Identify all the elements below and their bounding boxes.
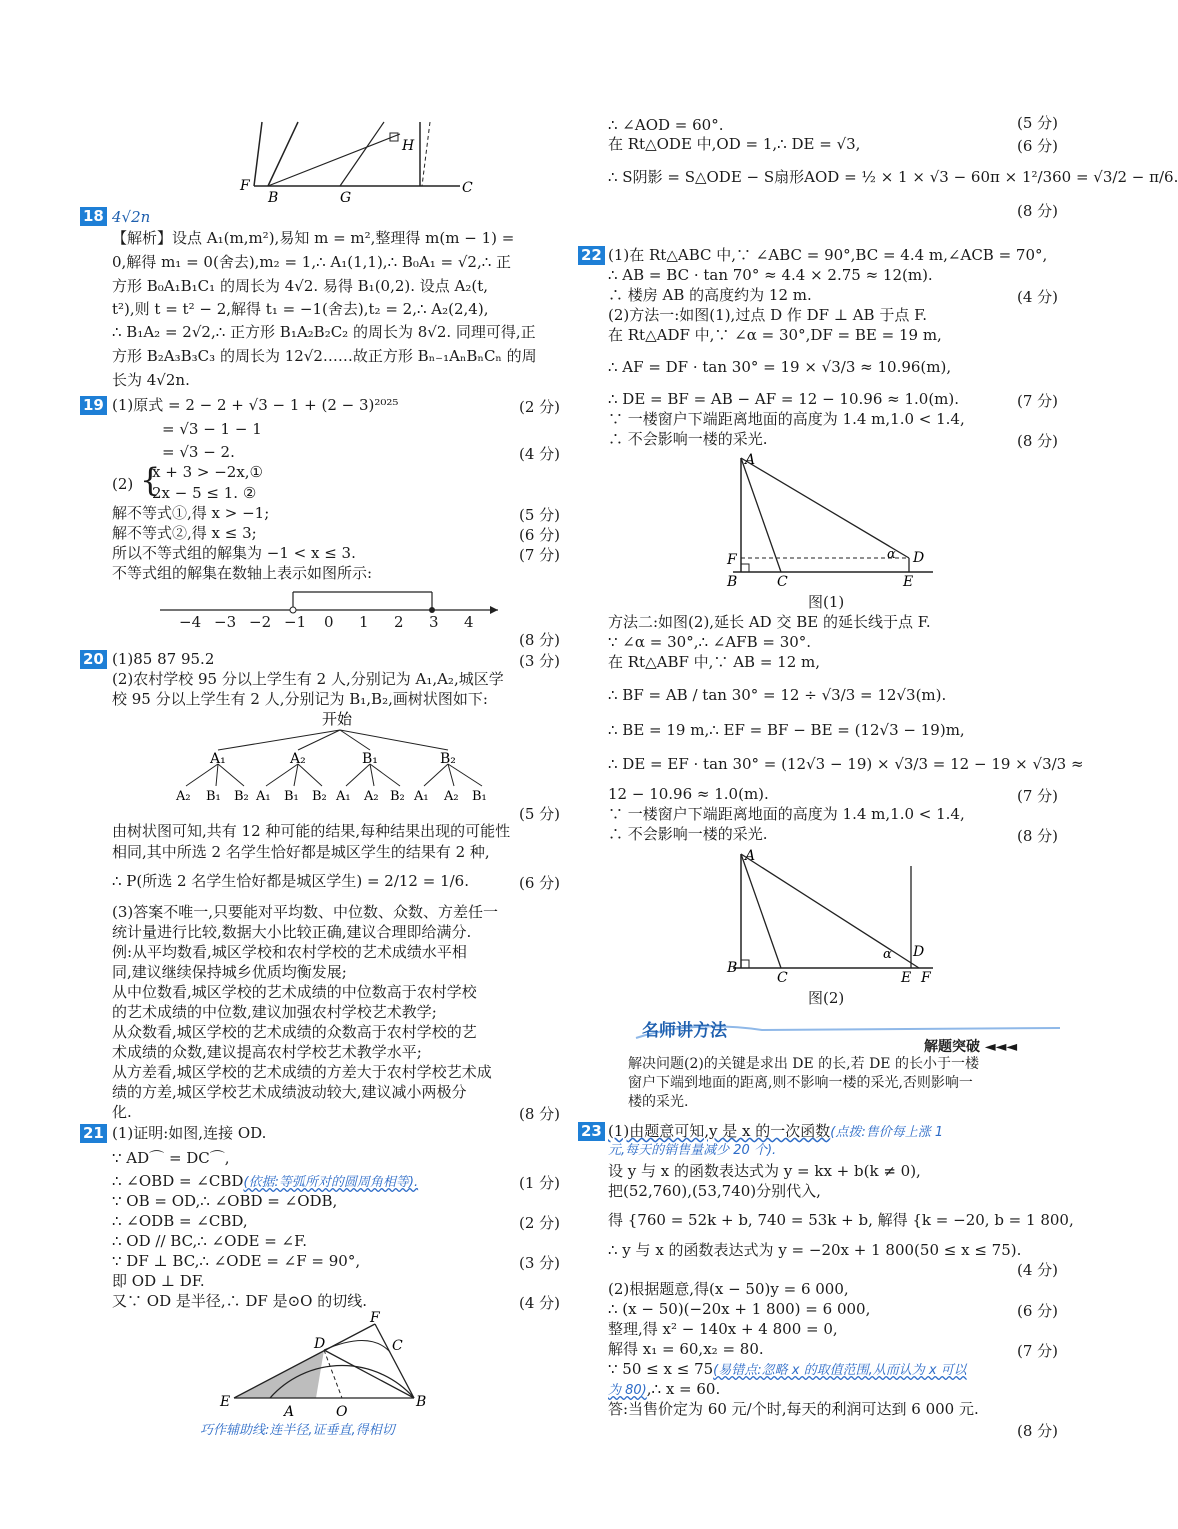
q23-line: 得 {760 = 52k + b, 740 = 53k + b, 解得 {k = −20, b = 1 800, [608,1211,1074,1229]
q21-score: (2 分) [518,1214,560,1232]
fig21-label-B: B [416,1394,427,1410]
fig18-label-H: H [402,138,415,154]
q21-line: ∵ OB = OD,∴ ∠OBD = ∠ODB, [112,1192,338,1210]
tree-node-l2: A₁ [256,789,271,804]
q19-brace: { [140,461,161,499]
q23-line: (2)根据题意,得(x − 50)y = 6 000, [608,1280,849,1298]
method-box-title: 名师讲方法 [642,1021,727,1041]
q22-line: ∴ 不会影响一楼的采光. [608,825,768,843]
q23-line1: (1)由题意可知,y 是 x 的一次函数 [608,1122,831,1140]
q23-handwritten-note: 为 80) [608,1383,647,1398]
fig2-label-B: B [727,960,738,976]
method-box-line: 解决问题(2)的关键是求出 DE 的长,若 DE 的长小于一楼 [628,1056,979,1072]
q20-line: 绩的方差,城区学校艺术成绩波动较大,建议减小两极分 [112,1083,467,1101]
q18-line: ∴ B₁A₂ = 2√2,∴ 正方形 B₁A₂B₂C₂ 的周长为 8√2. 同理可得,正 [112,323,536,341]
fig2-label-F: F [921,970,931,986]
q22-line: ∴ DE = BF = AB − AF = 12 − 10.96 ≈ 1.0(m). [608,390,960,408]
tree-node-l2: B₂ [312,789,327,804]
fig18-label-F: F [240,178,250,194]
q22-score: (7 分) [1016,787,1058,805]
q22-line: ∴ DE = EF · tan 30° = (12√3 − 19) × √3/3 = 12 − 19 × √3/3 ≈ [608,755,1084,773]
tick-label: 1 [359,613,369,631]
q19-line: = √3 − 2. [162,443,235,461]
q23-handwritten-note: 元,每天的销售量减少 20 个). [608,1143,777,1158]
q20-score: (6 分) [518,874,560,892]
tick-label: 0 [324,613,334,631]
q20-line: 同,建议继续保持城乡优质均衡发展; [112,963,347,981]
tree-node-l1: A₂ [290,751,306,767]
q22-figure-1 [723,448,943,593]
q21-line: ∴ ∠ODB = ∠CBD, [112,1212,248,1230]
q20-line: (2)农村学校 95 分以上学生有 2 人,分别记为 A₁,A₂,城区学 [112,670,504,688]
q21-score: (3 分) [518,1254,560,1272]
method-box-line: 楼的采光. [628,1094,689,1110]
q18-line: 方形 B₀A₁B₁C₁ 的周长为 4√2. 易得 B₁(0,2). 设点 A₂(t, [112,277,489,295]
fig18-label-G: G [340,190,352,206]
tree-node-l1: B₂ [440,751,456,767]
square-figure [240,118,480,206]
q19-line: 解不等式②,得 x ≤ 3; [112,524,257,542]
method-box-line: 窗户下端到地面的距离,则不影响一楼的采光,否则影响一 [628,1075,973,1091]
q21-line: ∵ DF ⊥ BC,∴ ∠ODE = ∠F = 90°, [112,1252,361,1270]
q21-score: (1 分) [518,1174,560,1192]
q21-eq: ∴ ∠OBD = ∠CBD [112,1172,244,1190]
q21-figure-note: 巧作辅助线:连半径,证垂直,得相切 [200,1423,395,1438]
tick-label: −3 [214,613,237,631]
q23-score: (7 分) [1016,1342,1058,1360]
q21-line: ∵ AD⌒ = DC⌒, [112,1149,230,1167]
q23-score: (8 分) [1016,1422,1058,1440]
tree-node-l2: A₂ [176,789,191,804]
q20-line: 从中位数看,城区学校的艺术成绩的中位数高于农村学校 [112,983,477,1001]
tree-node-l2: A₁ [414,789,429,804]
fig2-label-E: E [901,970,912,986]
fig1-label-B: B [727,574,738,590]
q19-score: (8 分) [518,631,560,649]
tree-node-l2: A₂ [364,789,379,804]
fig21-label-F: F [370,1310,380,1326]
q23-line: 把(52,760),(53,740)分别代入, [608,1182,821,1200]
fig1-label-D: D [913,550,925,566]
q20-score: (5 分) [518,805,560,823]
fig21-label-O: O [336,1404,348,1420]
q22-score: (7 分) [1016,392,1058,410]
tick-label: −1 [284,613,307,631]
top-right-score: (5 分) [1016,114,1058,132]
tree-node-l2: B₂ [234,789,249,804]
question-number-22: 22 [578,246,605,265]
question-number-20: 20 [80,650,107,669]
q19-line: 解不等式①,得 x > −1; [112,504,270,522]
tick-label: 3 [429,613,439,631]
q23-handwritten-note: (点拨:售价每上涨 1 [830,1125,944,1140]
q19-score: (2 分) [518,398,560,416]
q21-handwritten-note: (依据:等弧所对的圆周角相等). [243,1175,419,1190]
q22-line: ∴ AB = BC · tan 70° ≈ 4.4 × 2.75 ≈ 12(m). [608,266,933,284]
q20-score: (8 分) [518,1105,560,1123]
q23-line: ∴ y 与 x 的函数表达式为 y = −20x + 1 800(50 ≤ x ≤ 75). [608,1241,1022,1259]
q21-line: ∴ OD // BC,∴ ∠ODE = ∠F. [112,1232,307,1250]
q23-result: ,∴ x = 60. [646,1380,721,1398]
q19-score: (7 分) [518,546,560,564]
q20-line: 从众数看,城区学校的艺术成绩的众数高于农村学校的艺 [112,1023,477,1041]
fig1-label-C: C [777,574,788,590]
fig21-label-C: C [392,1338,403,1354]
q20-line: 的艺术成绩的中位数,建议加强农村学校艺术教学; [112,1003,437,1021]
fig21-label-A: A [284,1404,295,1420]
q23-range: ∵ 50 ≤ x ≤ 75 [608,1360,714,1378]
q18-line: 方形 B₂A₃B₃C₃ 的周长为 12√2……故正方形 Bₙ₋₁AₙBₙCₙ 的周 [112,347,537,365]
q19-score: (4 分) [518,445,560,463]
question-number-19: 19 [80,396,107,415]
question-number-18: 18 [80,207,107,226]
q22-line: 12 − 10.96 ≈ 1.0(m). [608,785,769,803]
q18-line: t²),则 t = t² − 2,解得 t₁ = −1(舍去),t₂ = 2,∴ A₂(2,4), [112,300,489,318]
tick-label: −2 [249,613,272,631]
q20-line: 统计量进行比较,数据大小比较正确,建议合理即给满分. [112,923,472,941]
q22-line: 在 Rt△ABF 中,∵ AB = 12 m, [608,653,820,671]
q18-answer: 4√2n [112,208,151,226]
fig1-label-F: F [727,552,737,568]
q20-line: 由树状图可知,共有 12 种可能的结果,每种结果出现的可能性 [112,822,511,840]
circle-tangent-figure [220,1310,450,1420]
top-right-score: (8 分) [1016,202,1058,220]
tree-root: 开始 [322,710,353,728]
top-right-score: (6 分) [1016,137,1058,155]
q19-line: 不等式组的解集在数轴上表示如图所示: [112,564,373,582]
q23-line [608,1380,720,1400]
q22-score: (8 分) [1016,432,1058,450]
tick-label: 2 [394,613,404,631]
q22-line: ∴ BE = 19 m,∴ EF = BF − BE = (12√3 − 19)m, [608,721,965,739]
q22-score: (8 分) [1016,827,1058,845]
fig18-label-C: C [462,180,473,196]
q23-answer: 答:当售价定为 60 元/个时,每天的利润可达到 6 000 元. [608,1400,979,1418]
q19-score: (6 分) [518,526,560,544]
top-right-line: ∴ ∠AOD = 60°. [608,116,724,134]
q20-line: (1)85 87 95.2 [112,650,215,668]
fig2-label-C: C [777,970,788,986]
tick-label: −4 [179,613,202,631]
q21-line [112,1172,418,1192]
q23-line: 解得 x₁ = 60,x₂ = 80. [608,1340,764,1358]
q23-handwritten-note: (易错点:忽略 x 的取值范围,从而认为 x 可以 [713,1363,967,1378]
q19-part2-prefix: (2) [112,475,134,493]
q22-score: (4 分) [1016,288,1058,306]
fig2-label-D: D [913,944,925,960]
q20-line: 术成绩的众数,建议提高农村学校艺术教学水平; [112,1043,422,1061]
tree-node-l2: B₁ [206,789,221,804]
fig1-label-A: A [745,452,756,468]
tree-node-l2: A₂ [444,789,459,804]
fig1-label-E: E [903,574,914,590]
q20-line: (3)答案不唯一,只要能对平均数、中位数、众数、方差任一 [112,903,499,921]
top-right-line: 在 Rt△ODE 中,OD = 1,∴ DE = √3, [608,135,861,153]
q22-line: ∴ 楼房 AB 的高度约为 12 m. [608,286,812,304]
q23-line [608,1122,943,1142]
fig2-label-alpha: α [883,947,892,962]
fig2-label-A: A [745,848,756,864]
q22-figure-1-caption: 图(1) [808,593,845,611]
fig18-label-B: B [268,190,279,206]
tree-node-l1: B₁ [362,751,378,767]
q20-line: 例:从平均数看,城区学校和农村学校的艺术成绩水平相 [112,943,467,961]
q19-ineq-1: x + 3 > −2x,① [152,463,263,481]
tree-node-l2: B₂ [390,789,405,804]
question-number-21: 21 [80,1124,107,1143]
q22-line: ∴ AF = DF · tan 30° = 19 × √3/3 ≈ 10.96(m), [608,358,952,376]
q21-score: (4 分) [518,1294,560,1312]
q23-line [608,1360,967,1380]
tree-node-l2: B₁ [472,789,487,804]
q22-line: (2)方法一:如图(1),过点 D 作 DF ⊥ AB 于点 F. [608,306,927,324]
q22-line: ∵ 一楼窗户下端距离地面的高度为 1.4 m,1.0 < 1.4, [608,410,965,428]
tree-node-l2: B₁ [284,789,299,804]
q22-line: ∴ BF = AB / tan 30° = 12 ÷ √3/3 = 12√3(m). [608,686,947,704]
q22-line: ∴ 不会影响一楼的采光. [608,430,768,448]
q21-line: 又∵ OD 是半径,∴ DF 是⊙O 的切线. [112,1292,368,1310]
q22-line: (1)在 Rt△ABC 中,∵ ∠ABC = 90°,BC = 4.4 m,∠ACB = 70°, [608,246,1048,264]
q19-score: (5 分) [518,506,560,524]
q21-line: (1)证明:如图,连接 OD. [112,1124,267,1142]
top-right-line: ∴ S阴影 = S△ODE − S扇形AOD = ½ × 1 × √3 − 60π × 1²/360 = √3/2 − π/6. [608,168,1178,186]
q20-line: 从方差看,城区学校的艺术成绩的方差大于农村学校艺术成 [112,1063,492,1081]
fig21-label-D: D [314,1336,326,1352]
q22-figure-2 [723,844,943,986]
q19-line: (1)原式 = 2 − 2 + √3 − 1 + (2 − 3)²⁰²⁵ [112,396,399,414]
tree-node-l1: A₁ [210,751,226,767]
q22-line: 在 Rt△ADF 中,∵ ∠α = 30°,DF = BE = 19 m, [608,326,942,344]
question-number-23: 23 [578,1122,605,1141]
q19-line: = √3 − 1 − 1 [162,420,262,438]
fig1-label-alpha: α [887,547,896,562]
tree-node-l2: A₁ [336,789,351,804]
q19-ineq-2: 2x − 5 ≤ 1. ② [152,484,257,502]
q20-line: 相同,其中所选 2 名学生恰好都是城区学生的结果有 2 种, [112,843,490,861]
fig21-label-E: E [220,1394,231,1410]
q23-line: ∴ (x − 50)(−20x + 1 800) = 6 000, [608,1300,871,1318]
q22-line: ∵ 一楼窗户下端距离地面的高度为 1.4 m,1.0 < 1.4, [608,805,965,823]
q21-line: 即 OD ⊥ DF. [112,1272,205,1290]
q23-score: (6 分) [1016,1302,1058,1320]
q18-line: 长为 4√2n. [112,371,190,389]
q20-line: 校 95 分以上学生有 2 人,分别记为 B₁,B₂,画树状图如下: [112,690,488,708]
q20-line: 化. [112,1103,132,1121]
method-box-tag: 解题突破 ◄◄◄ [924,1039,1018,1055]
q23-score: (4 分) [1016,1261,1058,1279]
q19-line: 所以不等式组的解集为 −1 < x ≤ 3. [112,544,356,562]
q23-line: 整理,得 x² − 140x + 4 800 = 0, [608,1320,838,1338]
q23-line: 设 y 与 x 的函数表达式为 y = kx + b(k ≠ 0), [608,1162,921,1180]
q22-line: ∵ ∠α = 30°,∴ ∠AFB = 30°. [608,633,812,651]
tick-label: 4 [464,613,474,631]
q18-line: 【解析】设点 A₁(m,m²),易知 m = m²,整理得 m(m − 1) = [112,229,515,247]
q22-line: 方法二:如图(2),延长 AD 交 BE 的延长线于点 F. [608,613,931,631]
q20-score: (3 分) [518,652,560,670]
q20-line: ∴ P(所选 2 名学生恰好都是城区学生) = 2/12 = 1/6. [112,872,469,890]
q18-line: 0,解得 m₁ = 0(舍去),m₂ = 1,∴ A₁(1,1),∴ B₀A₁ = √2,∴ 正 [112,253,512,271]
tree-diagram [170,708,510,804]
q22-figure-2-caption: 图(2) [808,989,845,1007]
